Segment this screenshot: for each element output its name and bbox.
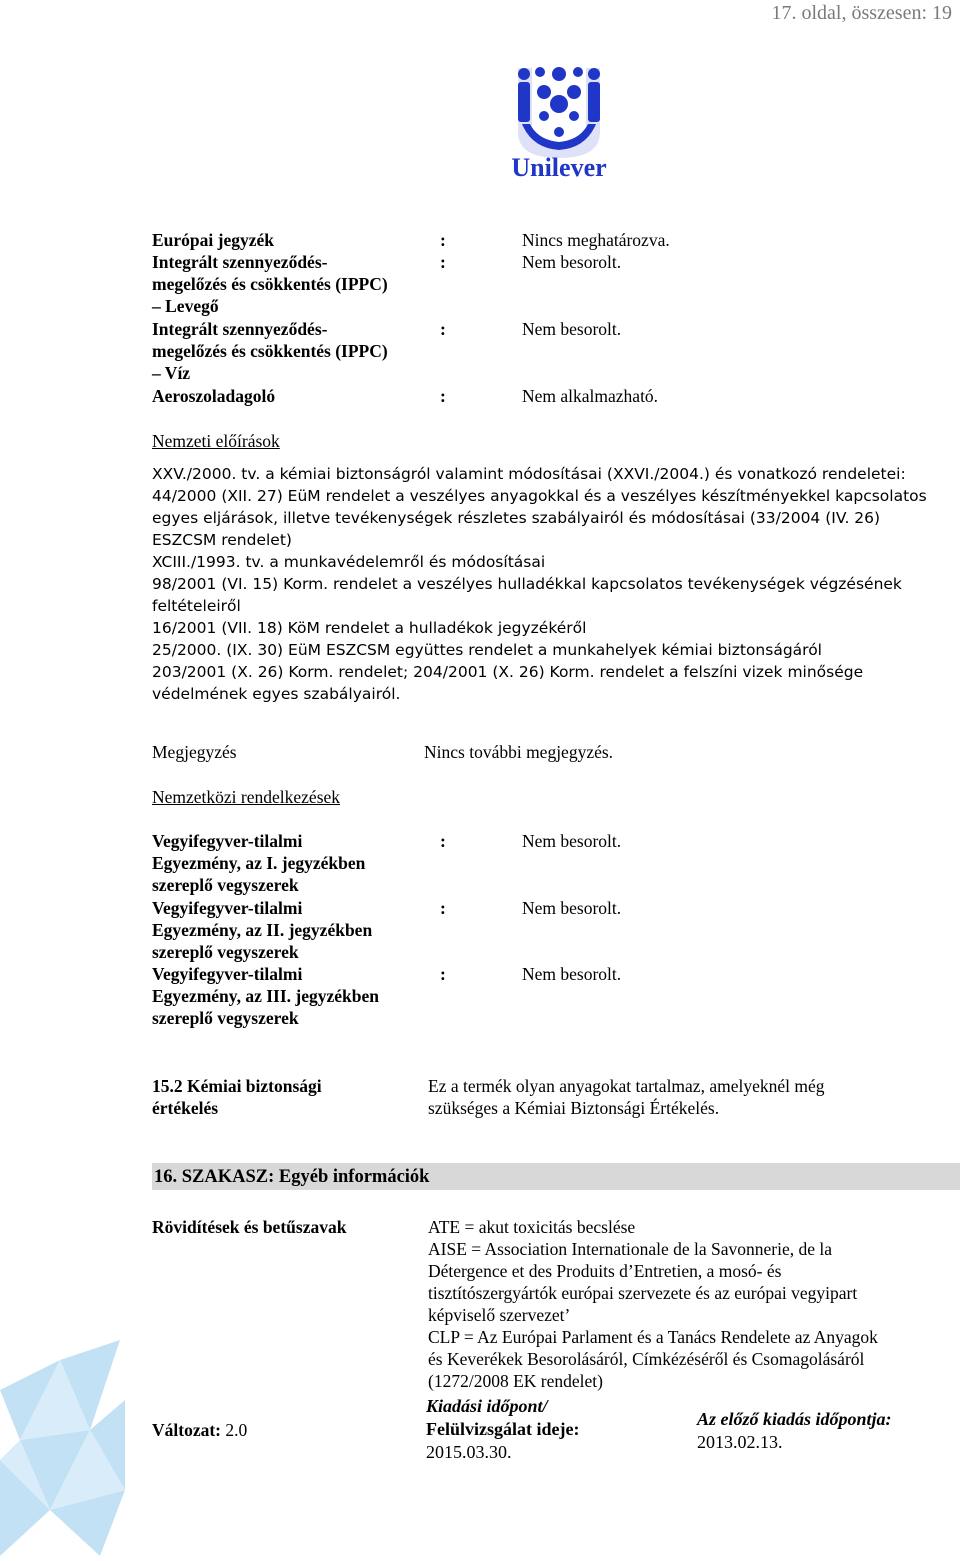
cwc-schedule-3-label (152, 963, 432, 1029)
cwc-schedule-2-colon: : (440, 898, 446, 918)
safety-assessment-line: szükséges a Kémiai Biztonsági Értékelés. (428, 1098, 720, 1118)
ippc-water-label-line: megelőzés és csökkentés (IPPC) (152, 341, 388, 361)
national-line: XXV./2000. tv. a kémiai biztonságról valamint módosításai (XXVI./2004.) és vonatkozó rendeletei: (152, 465, 906, 483)
ippc-air-label-line: – Levegő (152, 296, 219, 316)
safety-assessment-label-line: értékelés (152, 1098, 219, 1118)
cwc-schedule-1-value: Nem besorolt. (522, 831, 622, 851)
ippc-air-label-line: megelőzés és csökkentés (IPPC) (152, 274, 388, 294)
abbreviation-line: AISE = Association Internationale de la Savonnerie, de la (428, 1239, 832, 1259)
abbreviation-line: tisztítószergyártók európai szervezete és az európai vegyipart (428, 1283, 858, 1303)
aerosol-value: Nem alkalmazható. (522, 386, 659, 406)
european-list-label: Európai jegyzék (152, 230, 275, 250)
abbreviations-label: Rövidítések és betűszavak (152, 1217, 347, 1237)
cwc-label-line: szereplő vegyszerek (152, 875, 299, 895)
cwc-schedule-3-colon: : (440, 964, 446, 984)
national-line: ESZCSM rendelet) (152, 531, 292, 549)
national-line: 203/2001 (X. 26) Korm. rendelet; 204/2001 (X. 26) Korm. rendelet a felszíni vizek minősége (152, 663, 864, 681)
cwc-label-line: szereplő vegyszerek (152, 942, 299, 962)
unilever-logo-icon (504, 64, 614, 184)
cwc-label-line: Vegyifegyver-tilalmi (152, 831, 303, 851)
abbreviation-line: CLP = Az Európai Parlament és a Tanács Rendelete az Anyagok (428, 1327, 878, 1347)
national-regulations-text (152, 463, 942, 705)
abbreviation-line: (1272/2008 EK rendelet) (428, 1371, 603, 1391)
safety-assessment-label-line: 15.2 Kémiai biztonsági (152, 1076, 322, 1096)
national-heading: Nemzeti előírások (152, 431, 280, 451)
ippc-water-label (152, 318, 432, 384)
ippc-water-label-line: Integrált szennyeződés- (152, 319, 328, 339)
national-line: 44/2000 (XII. 27) EüM rendelet a veszélyes anyagokkal és a veszélyes készítményekkel kapcsolatos (152, 487, 927, 505)
version-info (152, 1419, 247, 1441)
aerosol-colon: : (440, 386, 446, 406)
cwc-label-line: Vegyifegyver-tilalmi (152, 898, 303, 918)
european-list-value: Nincs meghatározva. (522, 230, 670, 250)
section-16-heading: 16. SZAKASZ: Egyéb információk (152, 1163, 960, 1190)
ippc-water-value: Nem besorolt. (522, 319, 622, 339)
blue-triangle-pattern-icon (0, 1320, 125, 1556)
international-heading: Nemzetközi rendelkezések (152, 787, 341, 807)
cwc-schedule-1-label (152, 830, 432, 896)
national-line: 16/2001 (VII. 18) KöM rendelet a hulladékok jegyzékéről (152, 619, 587, 637)
national-line: XCIII./1993. tv. a munkavédelemről és módosításai (152, 553, 546, 571)
logo-wordmark: Unilever (511, 153, 607, 182)
national-line: feltételeiről (152, 597, 241, 615)
issue-label-line-1: Kiadási időpont/ (426, 1396, 548, 1416)
safety-assessment-label (152, 1075, 412, 1119)
cwc-label-line: Vegyifegyver-tilalmi (152, 964, 303, 984)
european-list-colon: : (440, 230, 446, 250)
safety-assessment-line: Ez a termék olyan anyagokat tartalmaz, amelyeknél még (428, 1076, 825, 1096)
abbreviation-line: Détergence et des Produits d’Entretien, a mosó- és (428, 1261, 782, 1281)
issue-date-block (426, 1395, 579, 1464)
issue-date-value: 2015.03.30. (426, 1442, 512, 1462)
cwc-schedule-1-colon: : (440, 831, 446, 851)
cwc-label-line: szereplő vegyszerek (152, 1008, 299, 1028)
ippc-water-colon: : (440, 319, 446, 339)
abbreviations-list (428, 1216, 948, 1392)
previous-issue-label: Az előző kiadás időpontja: (697, 1409, 892, 1429)
safety-assessment-text (428, 1075, 938, 1119)
abbreviation-line: ATE = akut toxicitás becslése (428, 1217, 636, 1237)
ippc-air-value: Nem besorolt. (522, 252, 622, 272)
issue-label-line-2: Felülvizsgálat ideje: (426, 1419, 580, 1439)
page-number: 17. oldal, összesen: 19 (771, 2, 952, 24)
national-line: egyes eljárások, illetve tevékenységek részletes szabályairól és módosításai (33/2004 (IV. 26) (152, 509, 881, 527)
ippc-air-label-line: Integrált szennyeződés- (152, 252, 328, 272)
cwc-label-line: Egyezmény, az II. jegyzékben (152, 920, 373, 940)
note-value: Nincs további megjegyzés. (424, 742, 614, 762)
national-line: védelmének egyes szabályairól. (152, 685, 401, 703)
national-line: 98/2001 (VI. 15) Korm. rendelet a veszélyes hulladékkal kapcsolatos tevékenységek végzésének (152, 575, 902, 593)
national-line: 25/2000. (IX. 30) EüM ESZCSM együttes rendelet a munkahelyek kémiai biztonságáról (152, 641, 822, 659)
previous-issue-value: 2013.02.13. (697, 1432, 783, 1452)
abbreviation-line: és Keverékek Besorolásáról, Címkézéséről és Csomagolásáról (428, 1349, 865, 1369)
ippc-air-label (152, 251, 432, 317)
cwc-schedule-2-value: Nem besorolt. (522, 898, 622, 918)
cwc-schedule-3-value: Nem besorolt. (522, 964, 622, 984)
ippc-water-label-line: – Víz (152, 363, 191, 383)
ippc-air-colon: : (440, 252, 446, 272)
aerosol-label: Aeroszoladagoló (152, 386, 276, 406)
cwc-label-line: Egyezmény, az I. jegyzékben (152, 853, 366, 873)
abbreviation-line: képviselő szervezet’ (428, 1305, 571, 1325)
cwc-label-line: Egyezmény, az III. jegyzékben (152, 986, 379, 1006)
note-label: Megjegyzés (152, 742, 237, 762)
cwc-schedule-2-label (152, 897, 432, 963)
version-value: 2.0 (225, 1420, 248, 1440)
version-label: Változat: (152, 1420, 222, 1440)
previous-issue-block (697, 1408, 892, 1454)
